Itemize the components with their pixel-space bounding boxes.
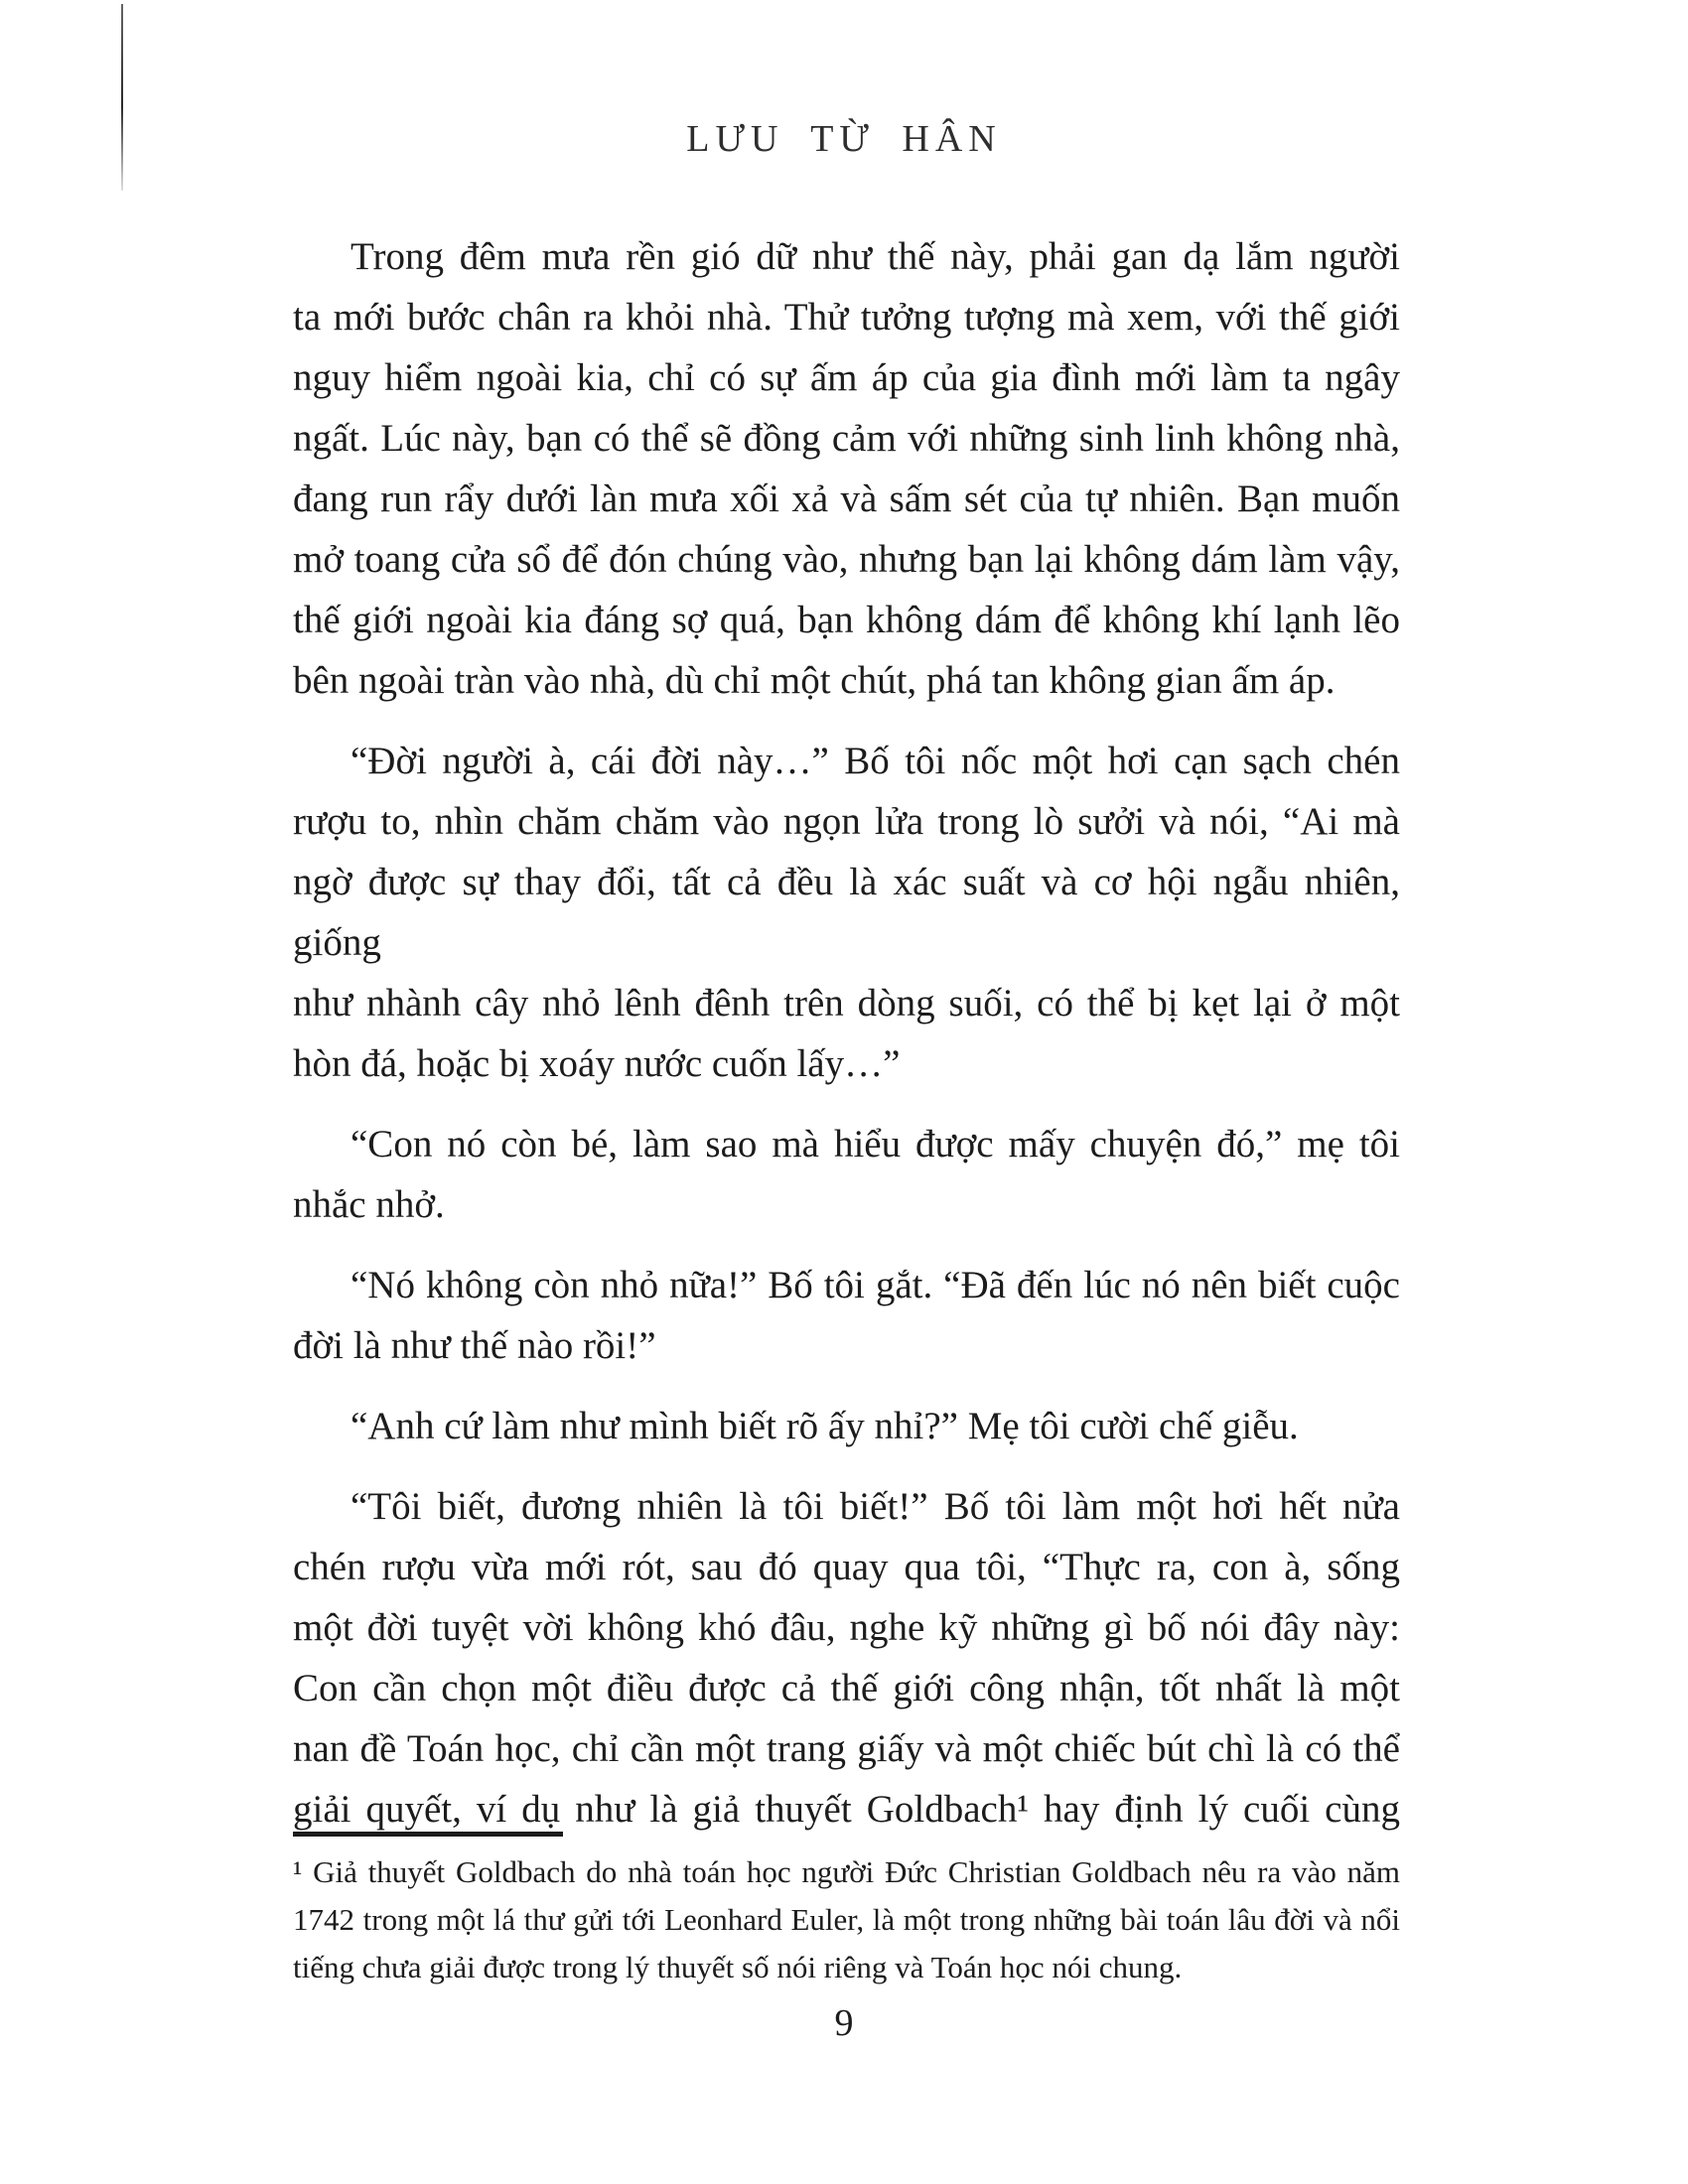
running-header-author: LƯU TỪ HÂN [686,118,1002,160]
body-text [293,226,1400,1859]
paragraph [293,1114,1400,1235]
paragraph [293,226,1400,711]
text-line: Con cần chọn một điều được cả thế giới công nhận, tốt nhất là một [293,1667,1400,1709]
text-line: một đời tuyệt vời không khó đâu, nghe kỹ những gì bố nói đây này: [293,1606,1400,1649]
text-line: “Con nó còn bé, làm sao mà hiểu được mấy chuyện đó,” mẹ tôi [351,1123,1400,1165]
page-edge-artifact-line [121,4,123,191]
text-line: giải quyết, ví dụ như là giả thuyết Goldbach¹ hay định lý cuối cùng [293,1788,1400,1831]
text-line: ¹ Giả thuyết Goldbach do nhà toán học người Đức Christian Goldbach nêu ra vào năm [293,1854,1400,1889]
paragraph [293,1255,1400,1376]
footnote-divider-rule [293,1832,563,1837]
text-line: “Nó không còn nhỏ nữa!” Bố tôi gắt. “Đã đến lúc nó nên biết cuộc [351,1264,1400,1306]
text-line: như nhành cây nhỏ lênh đênh trên dòng suối, có thể bị kẹt lại ở một [293,982,1400,1024]
text-line: “Anh cứ làm như mình biết rõ ấy nhỉ?” Mẹ tôi cười chế giễu. [351,1405,1299,1447]
text-line: thế giới ngoài kia đáng sợ quá, bạn không dám để không khí lạnh lẽo [293,599,1400,641]
text-line: 1742 trong một lá thư gửi tới Leonhard Euler, là một trong những bài toán lâu đời và nổi [293,1902,1400,1937]
footnote-text [293,1848,1400,1991]
paragraph [293,1476,1400,1840]
text-line: đời là như thế nào rồi!” [293,1324,656,1367]
page-number: 9 [834,2002,854,2044]
text-line: hòn đá, hoặc bị xoáy nước cuốn lấy…” [293,1042,901,1085]
text-line: mở toang cửa sổ để đón chúng vào, nhưng bạn lại không dám làm vậy, [293,538,1400,581]
text-line: “Tôi biết, đương nhiên là tôi biết!” Bố tôi làm một hơi hết nửa [351,1485,1400,1528]
text-line: “Đời người à, cái đời này…” Bố tôi nốc một hơi cạn sạch chén [351,740,1400,782]
text-line: bên ngoài tràn vào nhà, dù chỉ một chút, phá tan không gian ấm áp. [293,659,1336,702]
text-line: ngờ được sự thay đổi, tất cả đều là xác suất và cơ hội ngẫu nhiên, giống [293,861,1400,964]
text-line: tiếng chưa giải được trong lý thuyết số nói riêng và Toán học nói chung. [293,1950,1183,1984]
paragraph [293,1396,1400,1456]
text-line: nhắc nhở. [293,1183,445,1226]
text-line: ta mới bước chân ra khỏi nhà. Thử tưởng tượng mà xem, với thế giới [293,296,1400,339]
text-line: Trong đêm mưa rền gió dữ như thế này, phải gan dạ lắm người [351,235,1400,278]
text-line: rượu to, nhìn chăm chăm vào ngọn lửa trong lò sưởi và nói, “Ai mà [293,800,1400,843]
text-line: ngất. Lúc này, bạn có thể sẽ đồng cảm với những sinh linh không nhà, [293,417,1400,460]
text-line: chén rượu vừa mới rót, sau đó quay qua tôi, “Thực ra, con à, sống [293,1546,1400,1588]
text-line: nan đề Toán học, chỉ cần một trang giấy và một chiếc bút chì là có thể [293,1727,1400,1770]
text-line: đang run rẩy dưới làn mưa xối xả và sấm sét của tự nhiên. Bạn muốn [293,478,1400,520]
text-line: nguy hiểm ngoài kia, chỉ có sự ấm áp của gia đình mới làm ta ngây [293,356,1400,399]
paragraph [293,731,1400,1094]
